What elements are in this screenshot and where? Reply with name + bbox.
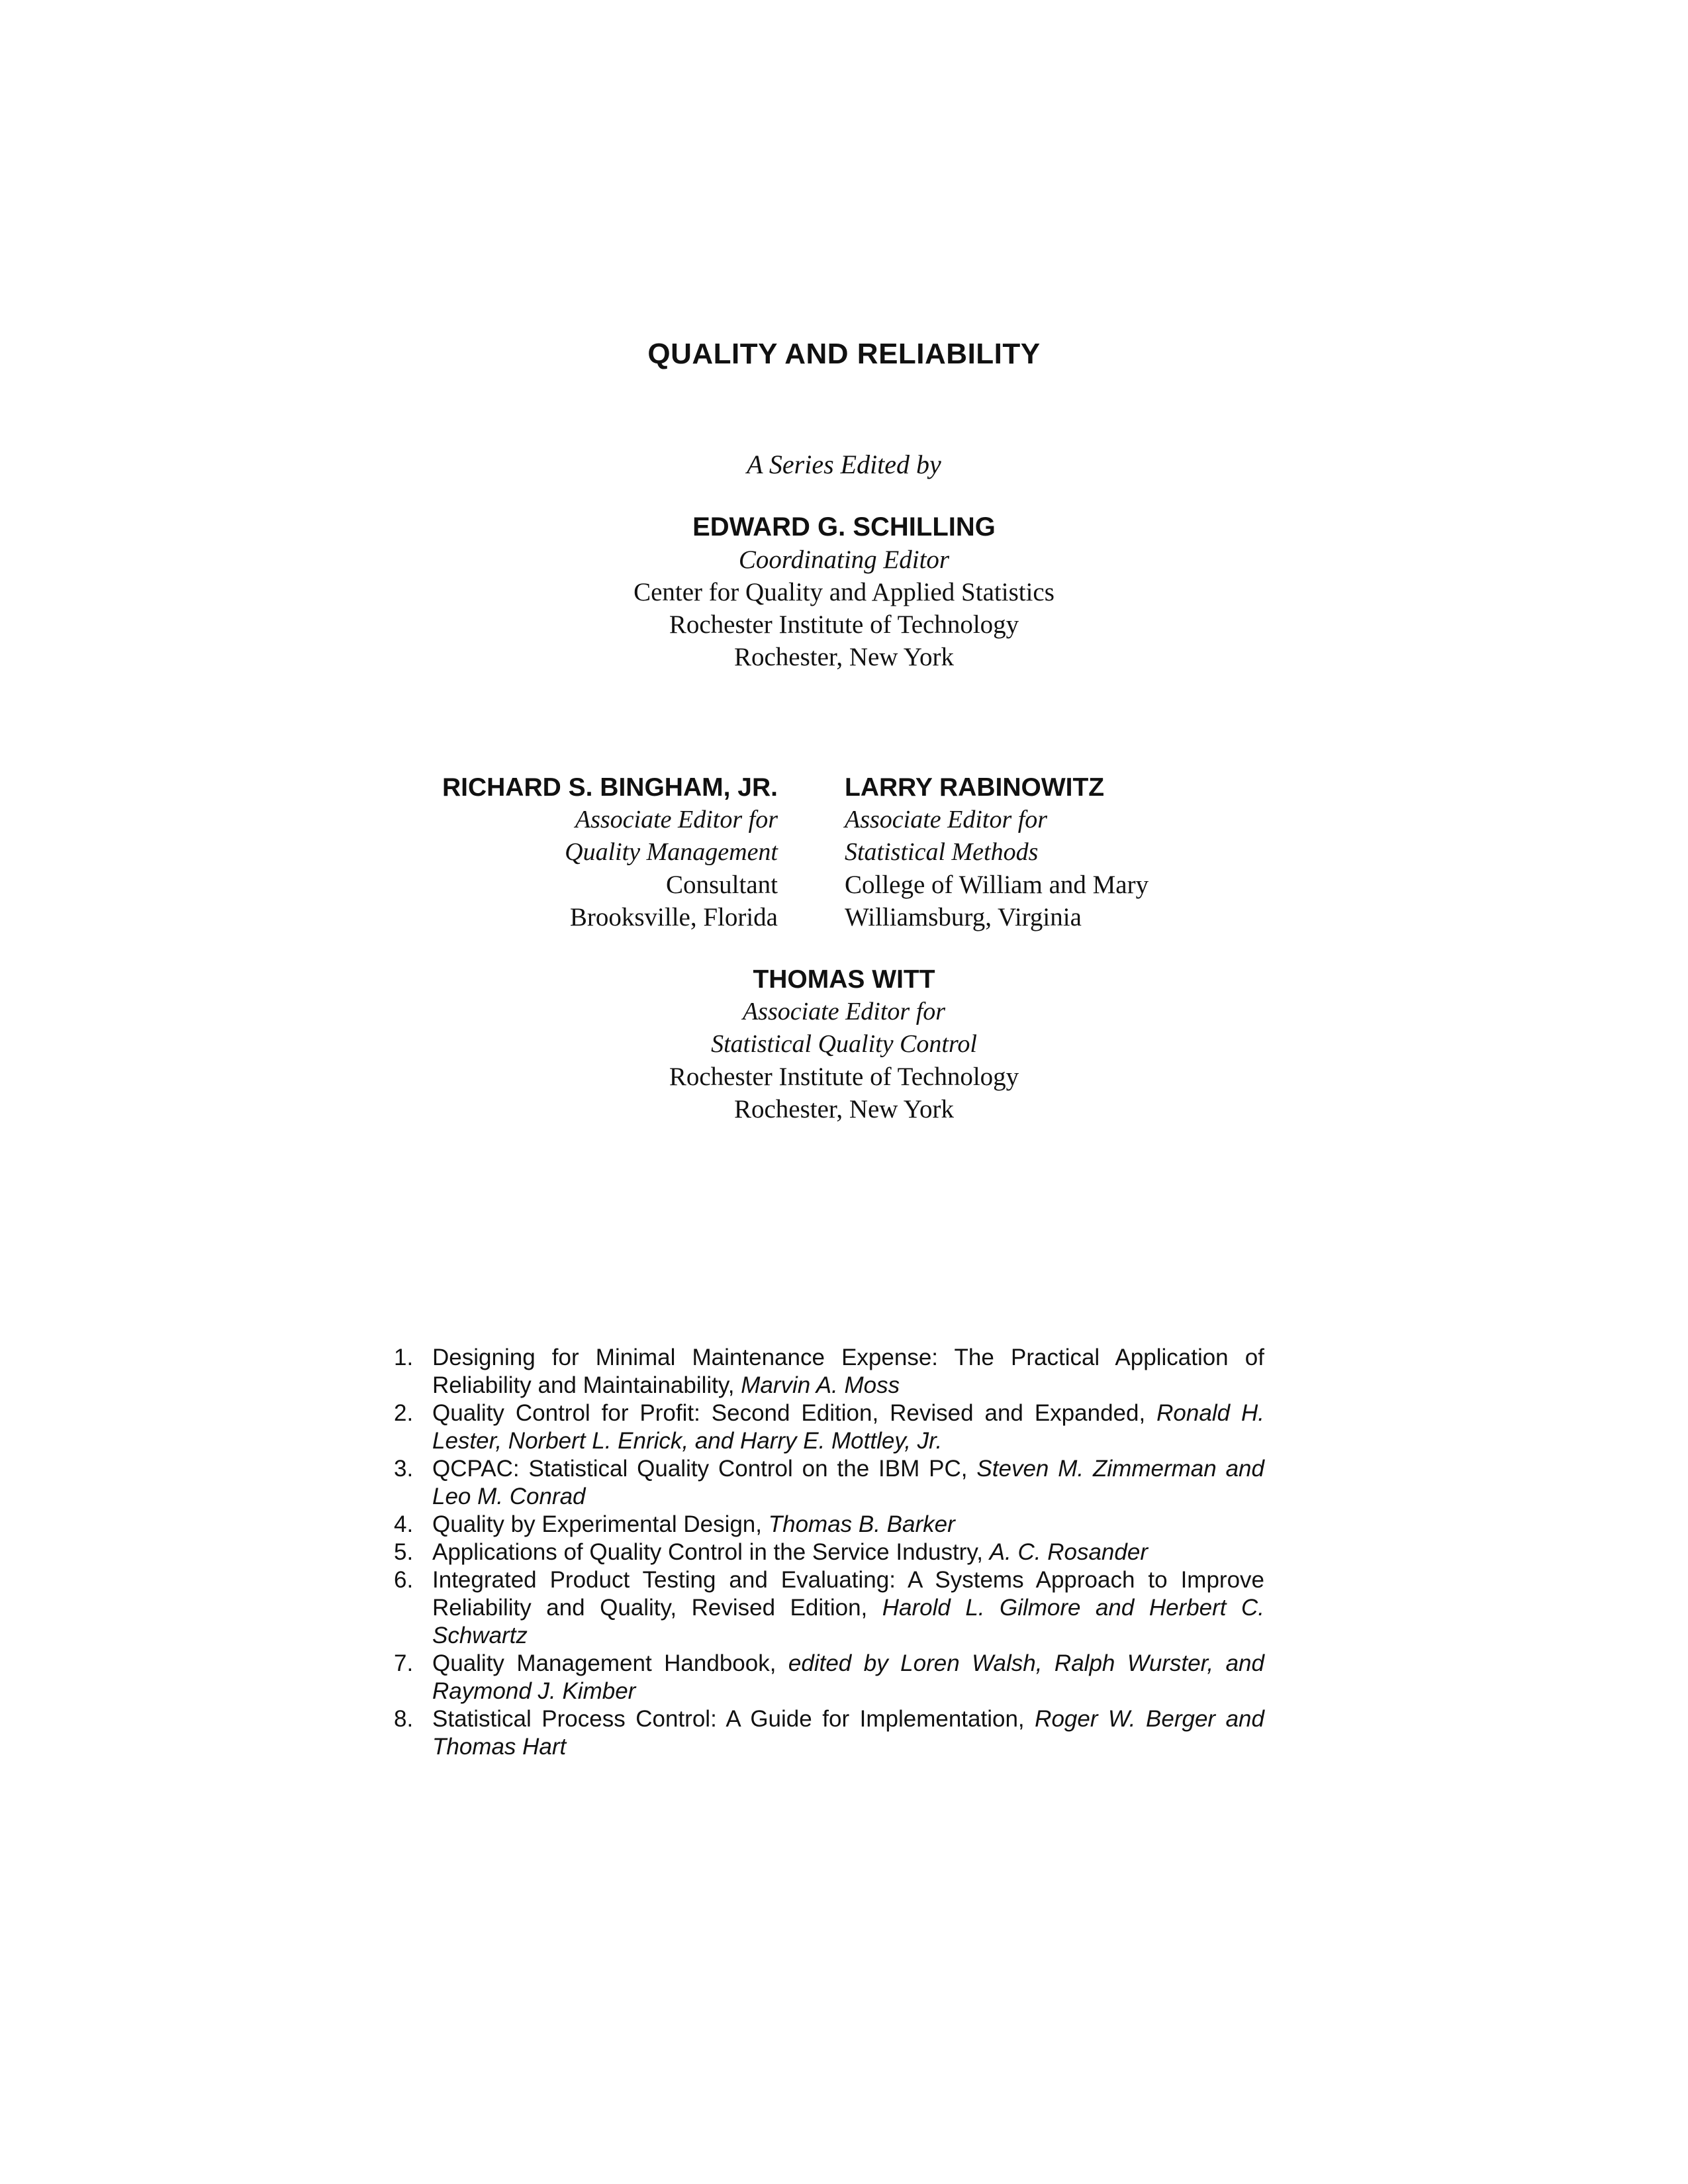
coordinating-editor-institution: Rochester Institute of Technology xyxy=(669,610,1019,639)
book-list-item xyxy=(394,1344,1264,1400)
book-number: 7. xyxy=(394,1650,414,1676)
book-list-item xyxy=(394,1400,1264,1455)
series-edited-by: A Series Edited by xyxy=(747,450,941,479)
book-number: 5. xyxy=(394,1539,414,1565)
associate-editor-affiliation: Consultant xyxy=(665,871,778,899)
associate-editor-field: Quality Management xyxy=(565,838,778,866)
associate-editor-location: Brooksville, Florida xyxy=(569,903,778,931)
associate-editor-role: Associate Editor for xyxy=(742,998,946,1025)
book-list-item xyxy=(394,1511,1264,1539)
associate-editor-role: Associate Editor for xyxy=(845,806,1048,833)
book-authors: edited by Loren Walsh, Ralph Wurster, and Raymond J. Kimber xyxy=(432,1650,1264,1704)
book-title: Quality Management Handbook, xyxy=(432,1650,788,1676)
associate-editor-name: LARRY RABINOWITZ xyxy=(845,773,1105,802)
book-title: Quality Control for Profit: Second Edition, Revised and Expanded, xyxy=(432,1400,1157,1426)
associate-editor-bingham xyxy=(442,771,778,933)
book-authors: Roger W. Berger and Thomas Hart xyxy=(432,1706,1264,1760)
book-number: 2. xyxy=(394,1400,414,1426)
book-list-item xyxy=(394,1455,1264,1511)
associate-editor-location: Williamsburg, Virginia xyxy=(845,903,1082,931)
series-book-list xyxy=(394,1344,1264,1761)
series-title: QUALITY AND RELIABILITY xyxy=(647,338,1041,370)
coordinating-editor-affiliation: Center for Quality and Applied Statistics xyxy=(633,578,1055,606)
book-title: Designing for Minimal Maintenance Expense: The Practical Application of Reliability and Maintainability, xyxy=(432,1345,1264,1398)
coordinating-editor-name: EDWARD G. SCHILLING xyxy=(692,512,996,542)
coordinating-editor-block xyxy=(0,511,1688,673)
book-number: 3. xyxy=(394,1456,414,1482)
associate-editor-name: THOMAS WITT xyxy=(753,965,935,994)
book-number: 8. xyxy=(394,1706,414,1732)
associate-editor-field: Statistical Quality Control xyxy=(711,1030,977,1058)
book-list-item xyxy=(394,1650,1264,1705)
associate-editor-witt xyxy=(0,963,1688,1125)
book-title: Integrated Product Testing and Evaluating: A Systems Approach to Improve Reliability and Quality, Revised Edition, xyxy=(432,1567,1264,1621)
book-authors: Steven M. Zimmerman and Leo M. Conrad xyxy=(432,1456,1264,1509)
associate-editor-rabinowitz xyxy=(845,771,1149,933)
book-number: 1. xyxy=(394,1345,414,1370)
book-authors: Thomas B. Barker xyxy=(768,1511,955,1537)
book-list-item xyxy=(394,1566,1264,1650)
associate-editor-location: Rochester, New York xyxy=(733,1095,955,1123)
book-authors: Marvin A. Moss xyxy=(741,1372,900,1398)
book-title: Applications of Quality Control in the Service Industry, xyxy=(432,1539,990,1565)
coordinating-editor-role: Coordinating Editor xyxy=(738,546,950,574)
coordinating-editor-location: Rochester, New York xyxy=(733,643,955,671)
associate-editor-affiliation: College of William and Mary xyxy=(845,871,1149,899)
book-number: 4. xyxy=(394,1511,414,1537)
book-authors: Harold L. Gilmore and Herbert C. Schwartz xyxy=(432,1595,1264,1648)
book-number: 6. xyxy=(394,1567,414,1593)
associate-editor-role: Associate Editor for xyxy=(575,806,778,833)
book-title: Quality by Experimental Design, xyxy=(432,1511,769,1537)
book-title: QCPAC: Statistical Quality Control on the IBM PC, xyxy=(432,1456,977,1482)
book-list-item xyxy=(394,1705,1264,1761)
book-authors: Ronald H. Lester, Norbert L. Enrick, and Harry E. Mottley, Jr. xyxy=(432,1400,1264,1454)
book-authors: A. C. Rosander xyxy=(989,1539,1148,1565)
book-list-item xyxy=(394,1539,1264,1566)
book-title: Statistical Process Control: A Guide for Implementation, xyxy=(432,1706,1035,1732)
associate-editor-affiliation: Rochester Institute of Technology xyxy=(669,1063,1019,1091)
associate-editor-field: Statistical Methods xyxy=(845,838,1039,866)
associate-editor-name: RICHARD S. BINGHAM, JR. xyxy=(442,773,778,802)
